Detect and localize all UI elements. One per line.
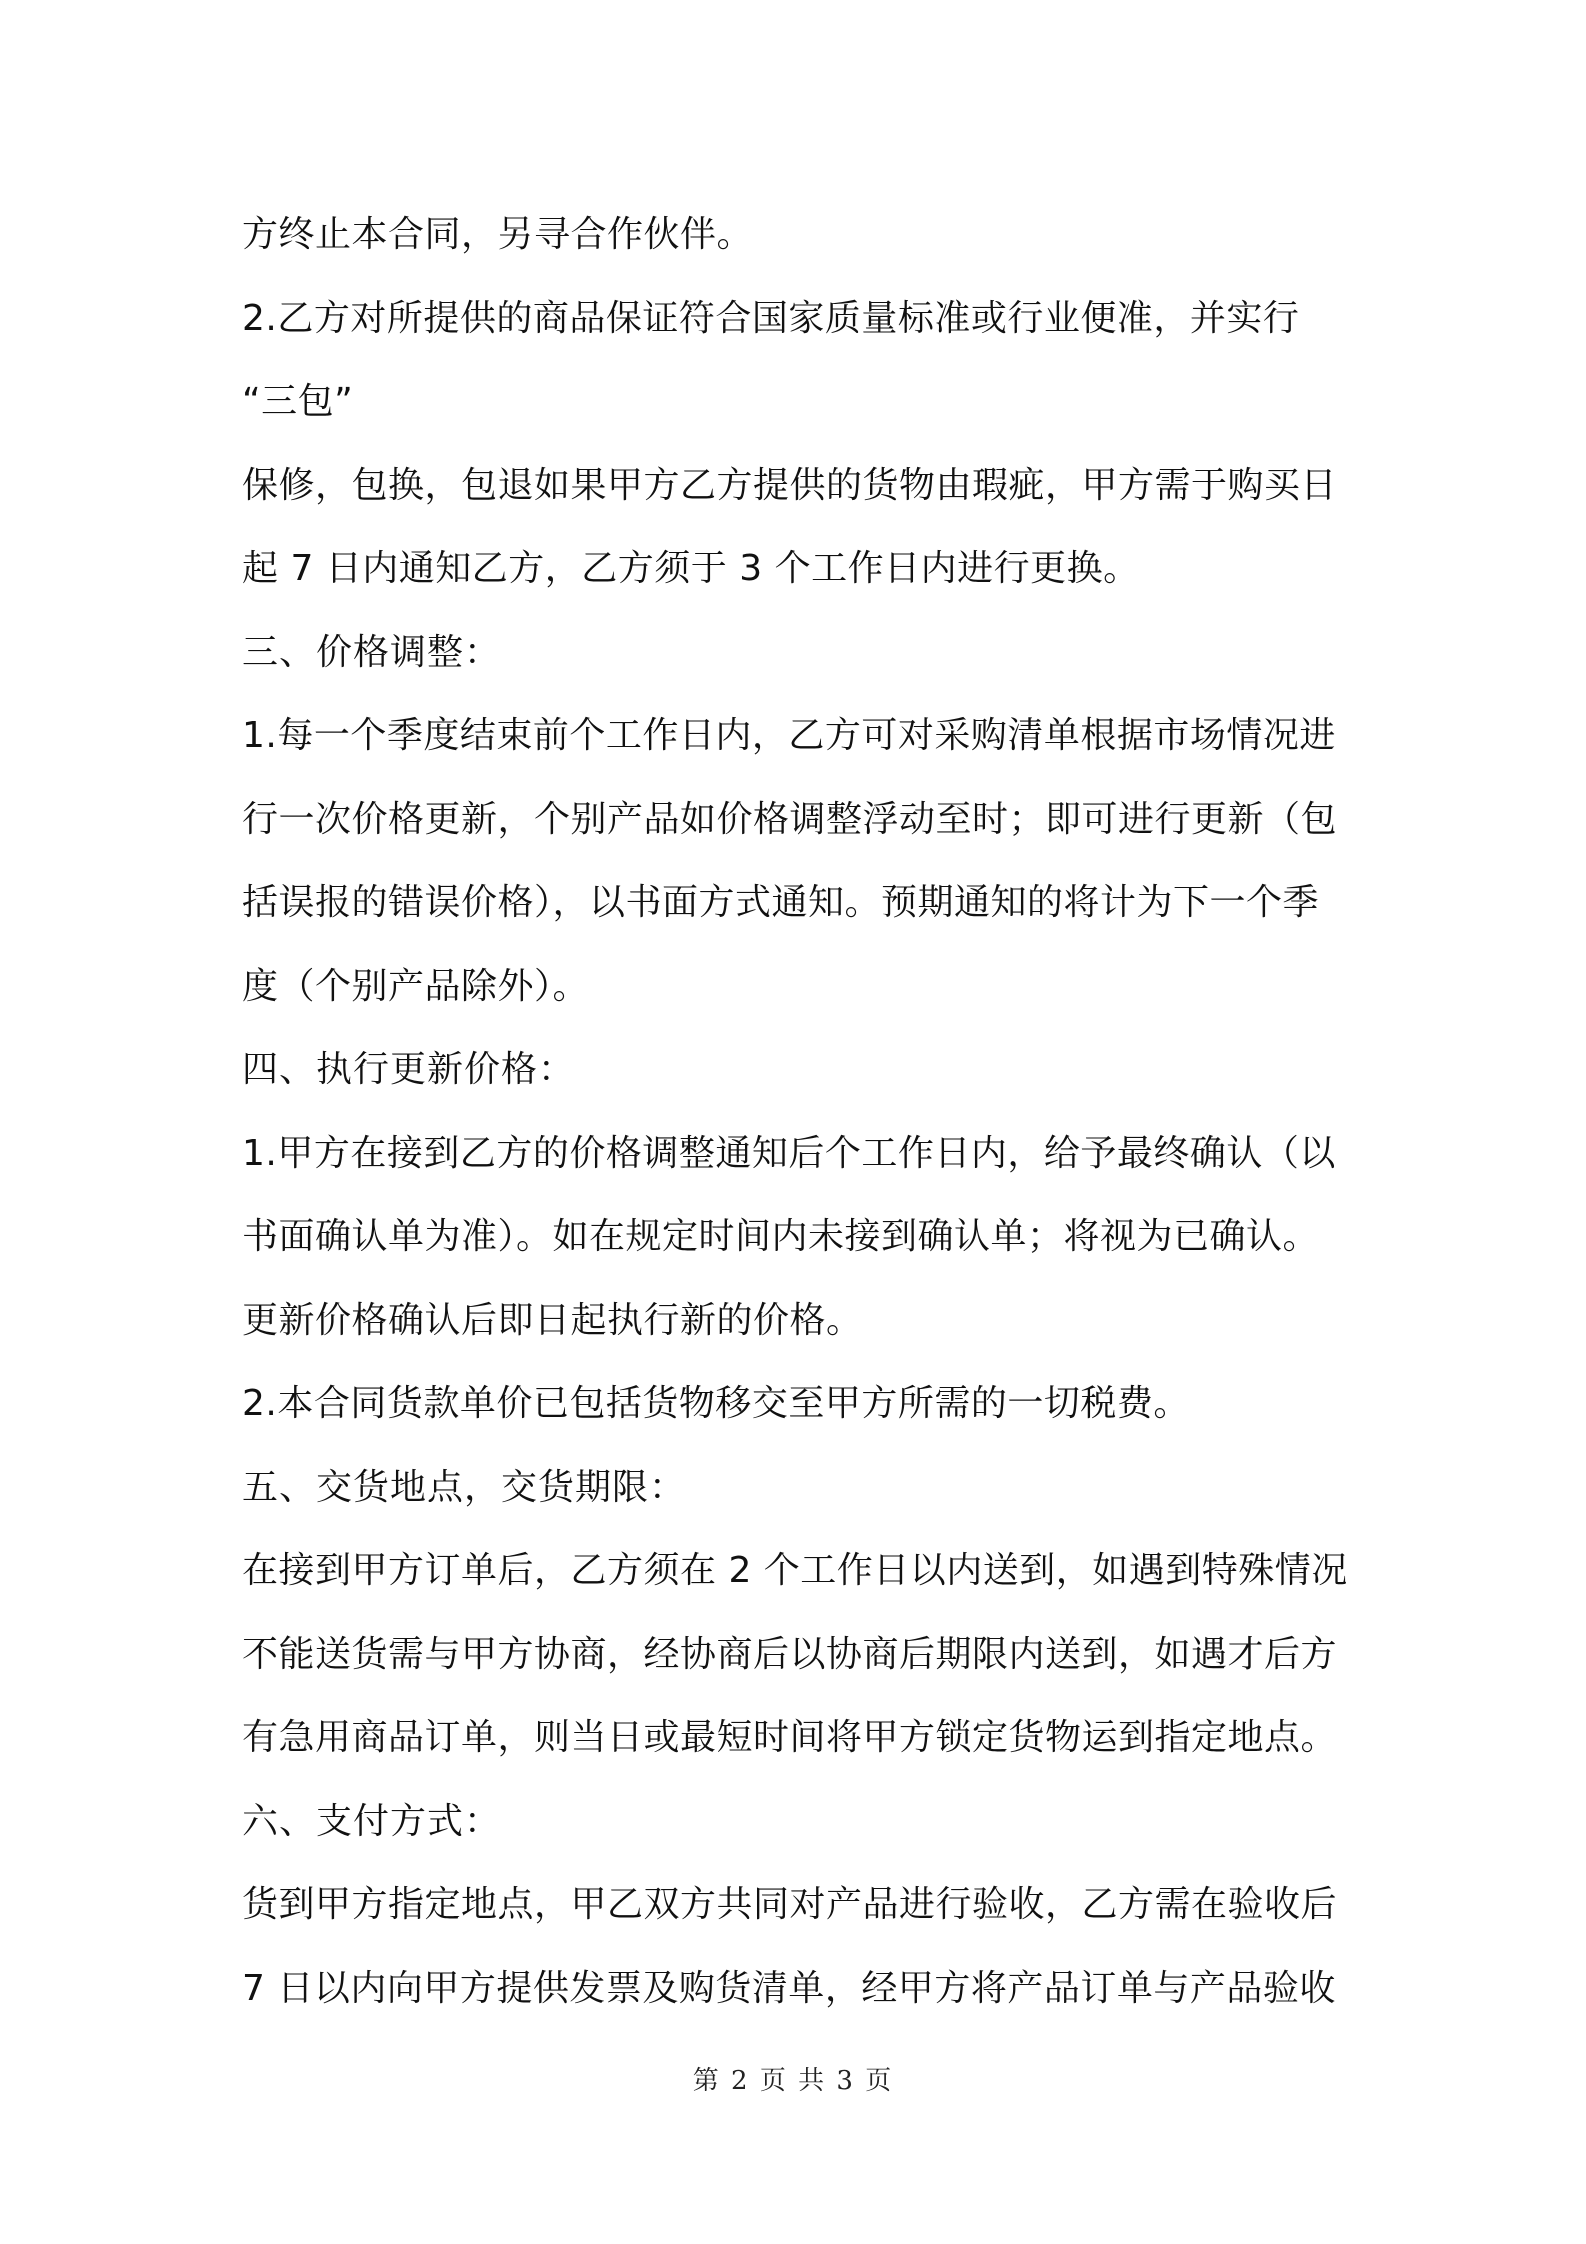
paragraph-line: 括误报的错误价格），以书面方式通知。预期通知的将计为下一个季 bbox=[242, 882, 1320, 923]
paragraph-line: 有急用商品订单，则当日或最短时间将甲方锁定货物运到指定地点。 bbox=[242, 1717, 1338, 1758]
section-heading-payment: 六、支付方式： bbox=[242, 1800, 502, 1842]
paragraph-line: 起 7 日内通知乙方，乙方须于 3 个工作日内进行更换。 bbox=[242, 548, 1140, 589]
section-heading-execute-price-update: 四、执行更新价格： bbox=[242, 1049, 576, 1090]
page-number-footer: 第 2 页 共 3 页 bbox=[692, 2066, 894, 2096]
contract-body bbox=[242, 193, 1362, 2030]
paragraph-line: 书面确认单为准）。如在规定时间内未接到确认单；将视为已确认。 bbox=[242, 1216, 1320, 1257]
paragraph-line: 在接到甲方订单后，乙方须在 2 个工作日以内送到，如遇到特殊情况 bbox=[242, 1550, 1348, 1591]
section-heading-delivery: 五、交货地点，交货期限： bbox=[242, 1466, 687, 1508]
paragraph-line: 2.乙方对所提供的商品保证符合国家质量标准或行业便准，并实行 bbox=[242, 297, 1300, 339]
paragraph-line: 行一次价格更新，个别产品如价格调整浮动至时；即可进行更新（包 bbox=[242, 798, 1338, 840]
paragraph-line: 方终止本合同，另寻合作伙伴。 bbox=[242, 214, 754, 255]
paragraph-line: 1.甲方在接到乙方的价格调整通知后个工作日内，给予最终确认（以 bbox=[242, 1132, 1336, 1174]
paragraph-line: 7 日以内向甲方提供发票及购货清单，经甲方将产品订单与产品验收 bbox=[242, 1967, 1336, 2009]
paragraph-line: 2.本合同货款单价已包括货物移交至甲方所需的一切税费。 bbox=[242, 1383, 1190, 1424]
paragraph-line: 更新价格确认后即日起执行新的价格。 bbox=[242, 1299, 863, 1341]
paragraph-line: 1.每一个季度结束前个工作日内，乙方可对采购清单根据市场情况进 bbox=[242, 715, 1336, 756]
paragraph-line: 不能送货需与甲方协商，经协商后以协商后期限内送到，如遇才后方 bbox=[242, 1633, 1338, 1675]
paragraph-line: 度（个别产品除外）。 bbox=[242, 965, 590, 1007]
paragraph-line: “三包” bbox=[242, 381, 354, 422]
paragraph-line: 货到甲方指定地点，甲乙双方共同对产品进行验收，乙方需在验收后 bbox=[242, 1884, 1338, 1925]
paragraph-line: 保修，包换，包退如果甲方乙方提供的货物由瑕疵，甲方需于购买日 bbox=[242, 464, 1338, 506]
section-heading-price-adjustment: 三、价格调整： bbox=[242, 631, 502, 673]
